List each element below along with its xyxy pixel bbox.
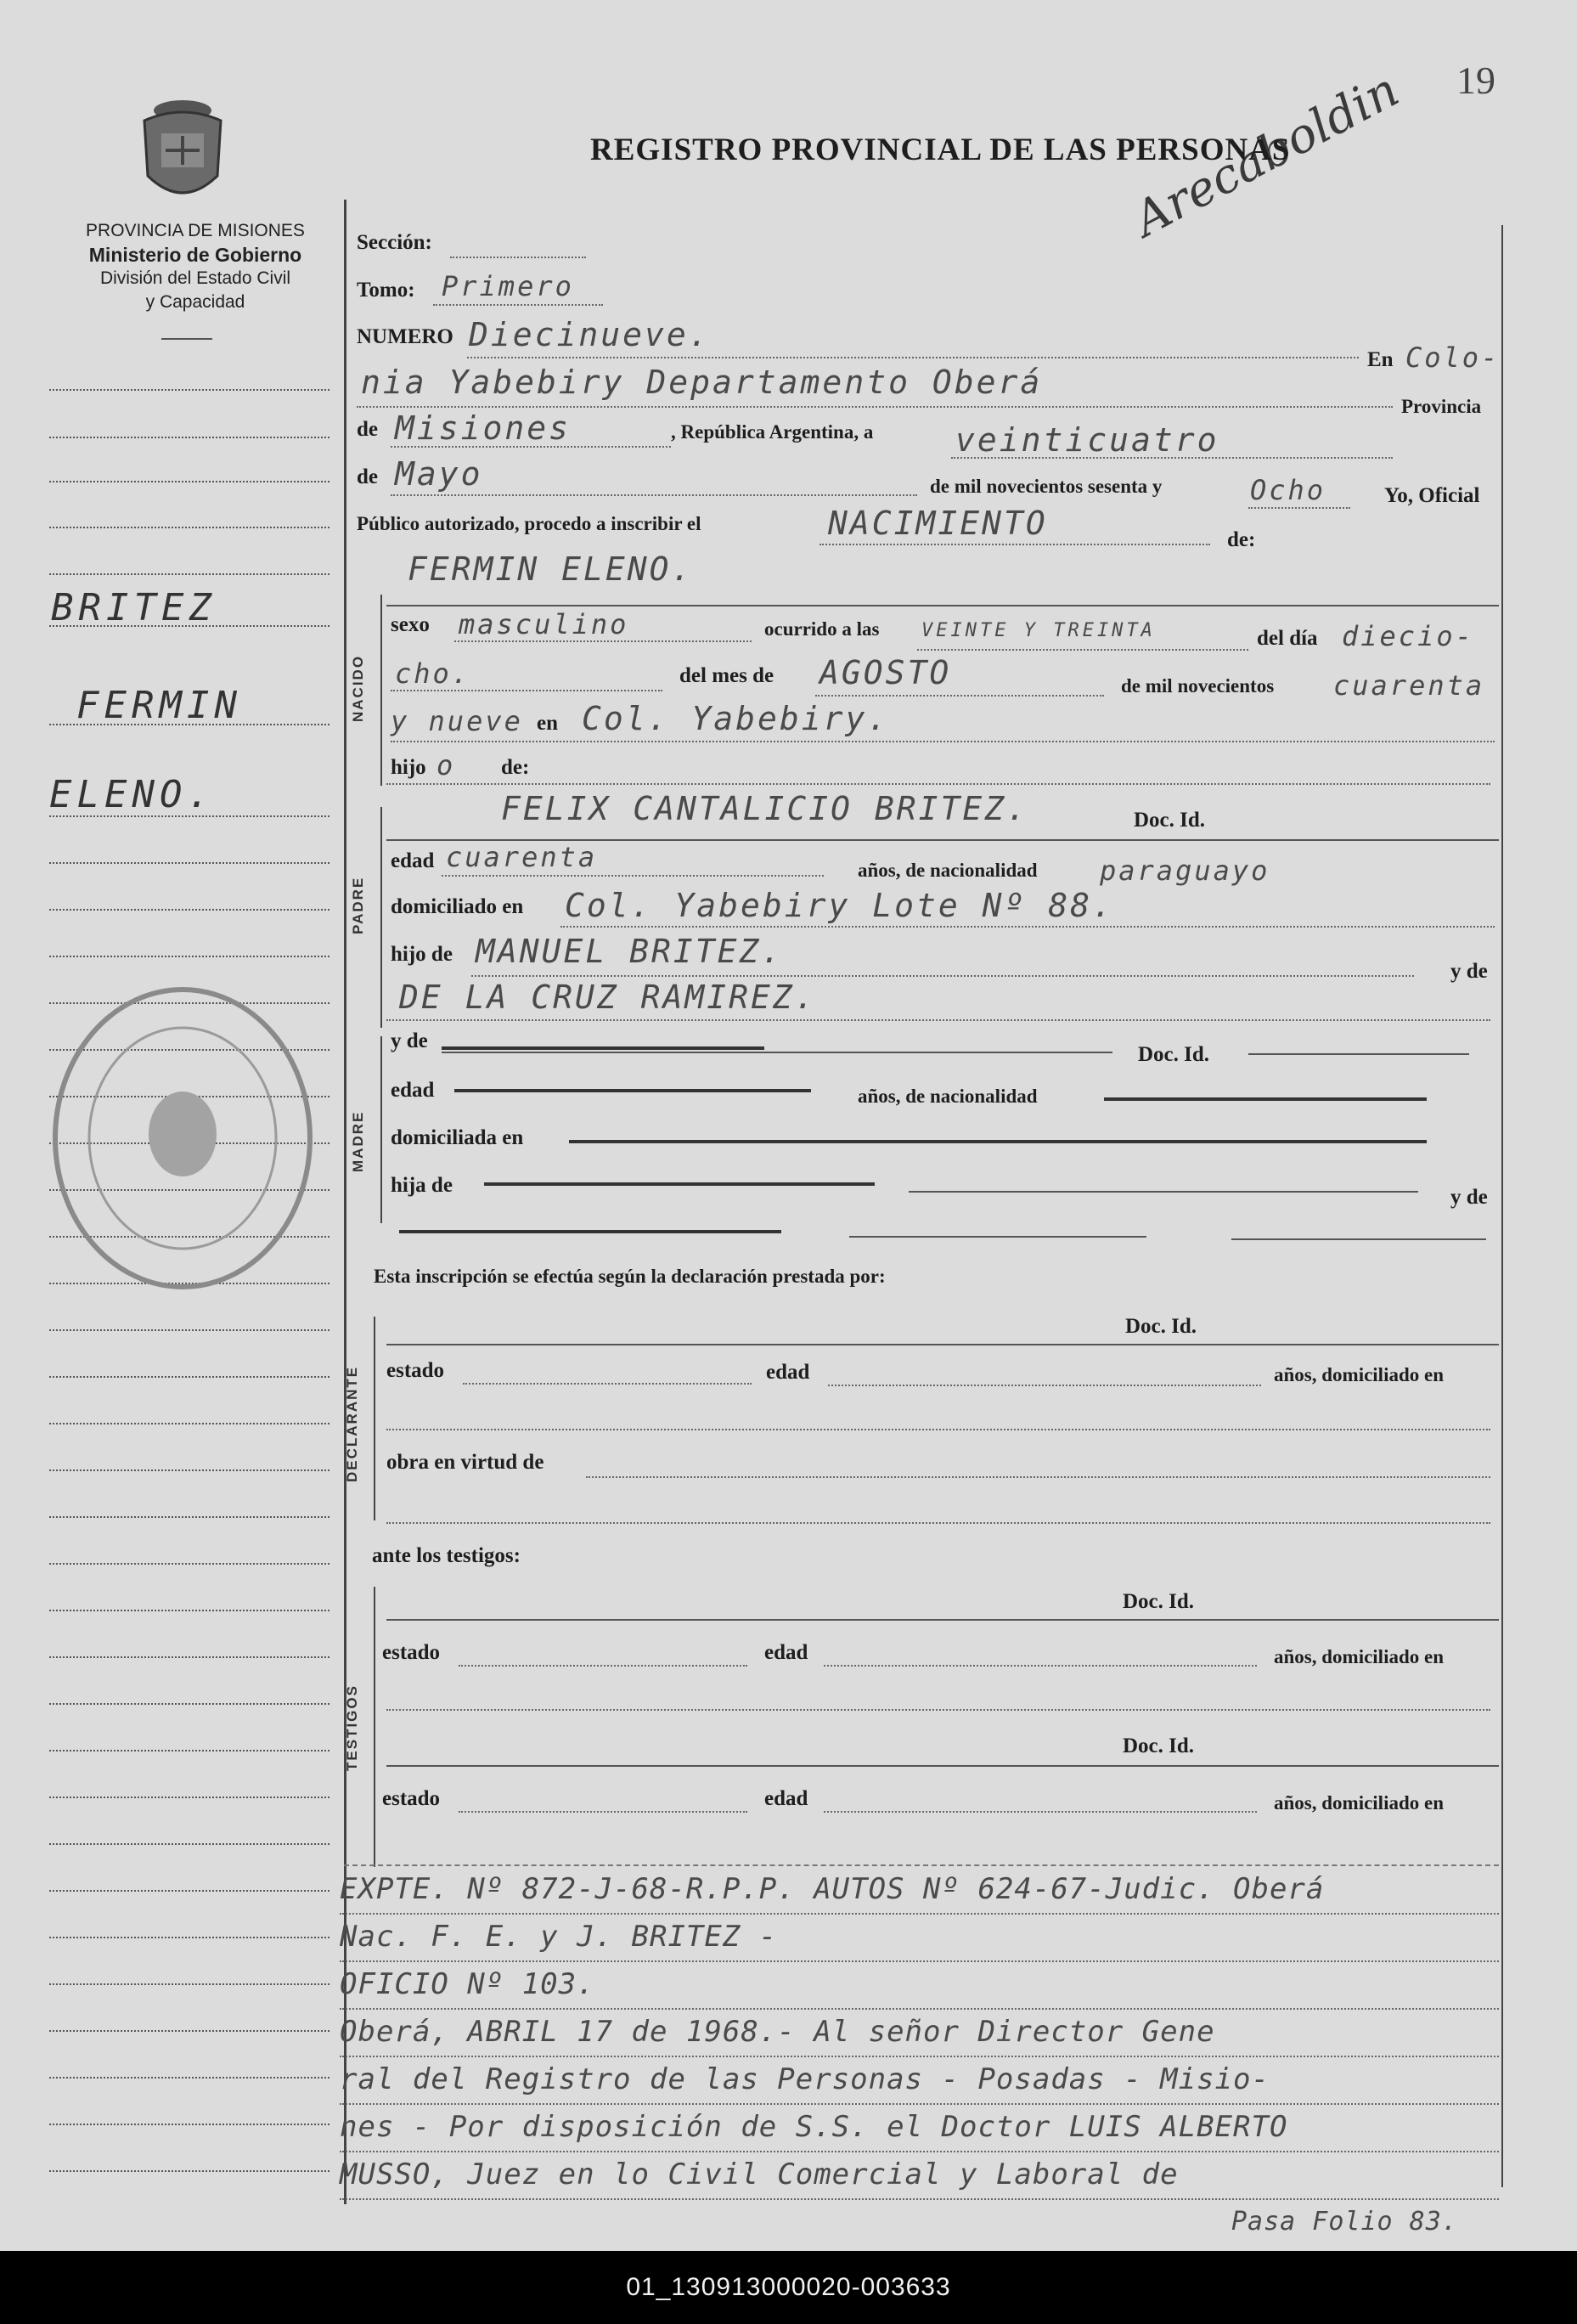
office-header <box>34 219 357 314</box>
en-label: En <box>1367 348 1394 371</box>
edad-label-3: edad <box>766 1361 810 1384</box>
del-mes-label: del mes de <box>679 664 774 687</box>
yo-oficial-label: Yo, Oficial <box>1384 484 1480 507</box>
abuelo-value: MANUEL BRITEZ. <box>476 933 784 970</box>
anios-nac-label-2: años, de nacionalidad <box>858 1086 1038 1107</box>
margin-name1: FERMIN <box>76 684 242 727</box>
hija-de-label: hija de <box>391 1174 453 1197</box>
domiciliada-label: domiciliada en <box>391 1126 524 1149</box>
padre-edad-value: cuarenta <box>446 841 598 873</box>
y-de-label-3: y de <box>1450 1186 1488 1209</box>
anios-nac-label: años, de nacionalidad <box>858 860 1038 881</box>
mes-value: Mayo <box>395 455 483 493</box>
nacido-label: NACIDO <box>350 654 366 722</box>
de-label-2: de <box>357 465 378 488</box>
seccion-label: Sección: <box>357 231 432 254</box>
margin-surname: BRITEZ <box>51 586 217 629</box>
annotation-line-5: ral del Registro de las Personas - Posadas - Misio- <box>340 2062 1270 2096</box>
esta-inscripcion-label: Esta inscripción se efectúa según la declaración prestada por: <box>374 1266 886 1287</box>
tomo-label: Tomo: <box>357 279 415 302</box>
divider <box>161 338 212 340</box>
dia-value: veinticuatro <box>955 421 1219 459</box>
official-stamp-icon <box>38 977 327 1300</box>
hijo-suffix: o <box>436 749 456 781</box>
mes-nac-value: AGOSTO <box>819 654 952 691</box>
anio-nac-value-2: y nueve <box>391 705 523 737</box>
padre-nac-value: paraguayo <box>1100 855 1270 887</box>
en-label-2: en <box>537 712 558 735</box>
edad-label-5: edad <box>764 1787 808 1810</box>
ante-testigos-label: ante los testigos: <box>372 1544 521 1567</box>
en-value: Colo- <box>1405 341 1501 374</box>
padre-dom-value: Col. Yabebiry Lote Nº 88. <box>565 887 1114 924</box>
doc-id-label: Doc. Id. <box>1134 809 1206 832</box>
hijo-label: hijo <box>391 756 426 779</box>
provincia-value: Misiones <box>395 409 572 447</box>
declarante-label: DECLARANTE <box>344 1365 360 1482</box>
hijo-de-label: hijo de <box>391 943 453 966</box>
doc-id-label-2: Doc. Id. <box>1138 1043 1210 1066</box>
padre-value: FELIX CANTALICIO BRITEZ. <box>501 790 1029 827</box>
de-colon-label: de: <box>1227 528 1256 551</box>
numero-value: Diecinueve. <box>469 316 711 353</box>
page-title: REGISTRO PROVINCIAL DE LAS PERSONAS <box>590 133 1291 167</box>
de-label-1: de <box>357 418 378 441</box>
numero-label: NUMERO <box>357 325 453 348</box>
nombre-value: FERMIN ELENO. <box>408 550 694 588</box>
republica-label: , República Argentina, a <box>671 421 874 443</box>
hora-value: VEINTE Y TREINTA <box>921 620 1156 641</box>
anios-dom-label-2: años, domiciliado en <box>1274 1646 1445 1667</box>
testigos-label: TESTIGOS <box>344 1684 360 1771</box>
office-capacity: y Capacidad <box>145 292 245 312</box>
hijo-de-colon: de: <box>501 756 530 779</box>
padre-label: PADRE <box>350 876 366 934</box>
office-ministry: Ministerio de Gobierno <box>88 244 302 266</box>
office-division: División del Estado Civil <box>99 268 291 288</box>
publico-label: Público autorizado, procedo a inscribir el <box>357 513 701 534</box>
anio-value: Ocho <box>1250 474 1326 506</box>
acto-value: NACIMIENTO <box>828 505 1048 542</box>
doc-id-label-5: Doc. Id. <box>1123 1735 1195 1757</box>
sexo-value: masculino <box>459 608 629 640</box>
anios-dom-label-3: años, domiciliado en <box>1274 1792 1445 1814</box>
mil-novecientos-label: de mil novecientos <box>1121 675 1275 697</box>
dia-nac-value: diecio- <box>1342 620 1474 652</box>
annotation-line-6: nes - Por disposición de S.S. el Doctor LUIS ALBERTO <box>340 2110 1288 2144</box>
doc-id-label-4: Doc. Id. <box>1123 1590 1195 1613</box>
y-de-label-2: y de <box>391 1029 428 1052</box>
lugar-value: nia Yabebiry Departamento Oberá <box>361 364 1043 401</box>
margin-name2: ELENO. <box>49 773 215 816</box>
file-id-bar: 01_130913000020-003633 <box>0 2251 1577 2324</box>
edad-label-4: edad <box>764 1641 808 1664</box>
abuela-value: DE LA CRUZ RAMIREZ. <box>399 979 817 1016</box>
ocurrido-label: ocurrido a las <box>764 618 880 640</box>
pasa-folio-note: Pasa Folio 83. <box>1231 2207 1458 2237</box>
annotation-line-3: OFICIO Nº 103. <box>340 1967 595 2001</box>
right-border <box>1501 225 1503 2187</box>
lugar-nac-value: Col. Yabebiry. <box>582 700 890 737</box>
tomo-value: Primero <box>442 270 574 302</box>
signature: Arecaboldin <box>1124 62 1408 248</box>
edad-label-2: edad <box>391 1079 435 1102</box>
annotation-line-1: EXPTE. Nº 872-J-68-R.P.P. AUTOS Nº 624-67-Judic. Oberá <box>340 1872 1325 1906</box>
obra-label: obra en virtud de <box>386 1451 544 1474</box>
edad-label: edad <box>391 849 435 872</box>
anio-nac-value: cuarenta <box>1333 669 1485 702</box>
y-de-label: y de <box>1450 960 1488 983</box>
doc-id-label-3: Doc. Id. <box>1125 1315 1197 1338</box>
del-dia-label: del día <box>1257 627 1318 650</box>
office-province: PROVINCIA DE MISIONES <box>86 221 305 240</box>
annotation-line-7: MUSSO, Juez en lo Civil Comercial y Laboral de <box>340 2158 1179 2191</box>
domiciliado-label: domiciliado en <box>391 895 524 918</box>
madre-label: MADRE <box>350 1110 366 1172</box>
estado-label-3: estado <box>382 1787 441 1810</box>
annotation-line-4: Oberá, ABRIL 17 de 1968.- Al señor Director Gene <box>340 2015 1215 2049</box>
mil-sesenta-label: de mil novecientos sesenta y <box>930 476 1163 497</box>
sexo-label: sexo <box>391 613 430 636</box>
annotation-line-2: Nac. F. E. y J. BRITEZ - <box>340 1920 778 1954</box>
anios-dom-label: años, domiciliado en <box>1274 1364 1445 1385</box>
page-number: 19 <box>1456 59 1495 102</box>
dia-nac-value-2: cho. <box>395 657 471 690</box>
estado-label: estado <box>386 1359 445 1382</box>
estado-label-2: estado <box>382 1641 441 1664</box>
coat-of-arms-icon <box>136 95 229 210</box>
provincia-label: Provincia <box>1401 396 1482 417</box>
